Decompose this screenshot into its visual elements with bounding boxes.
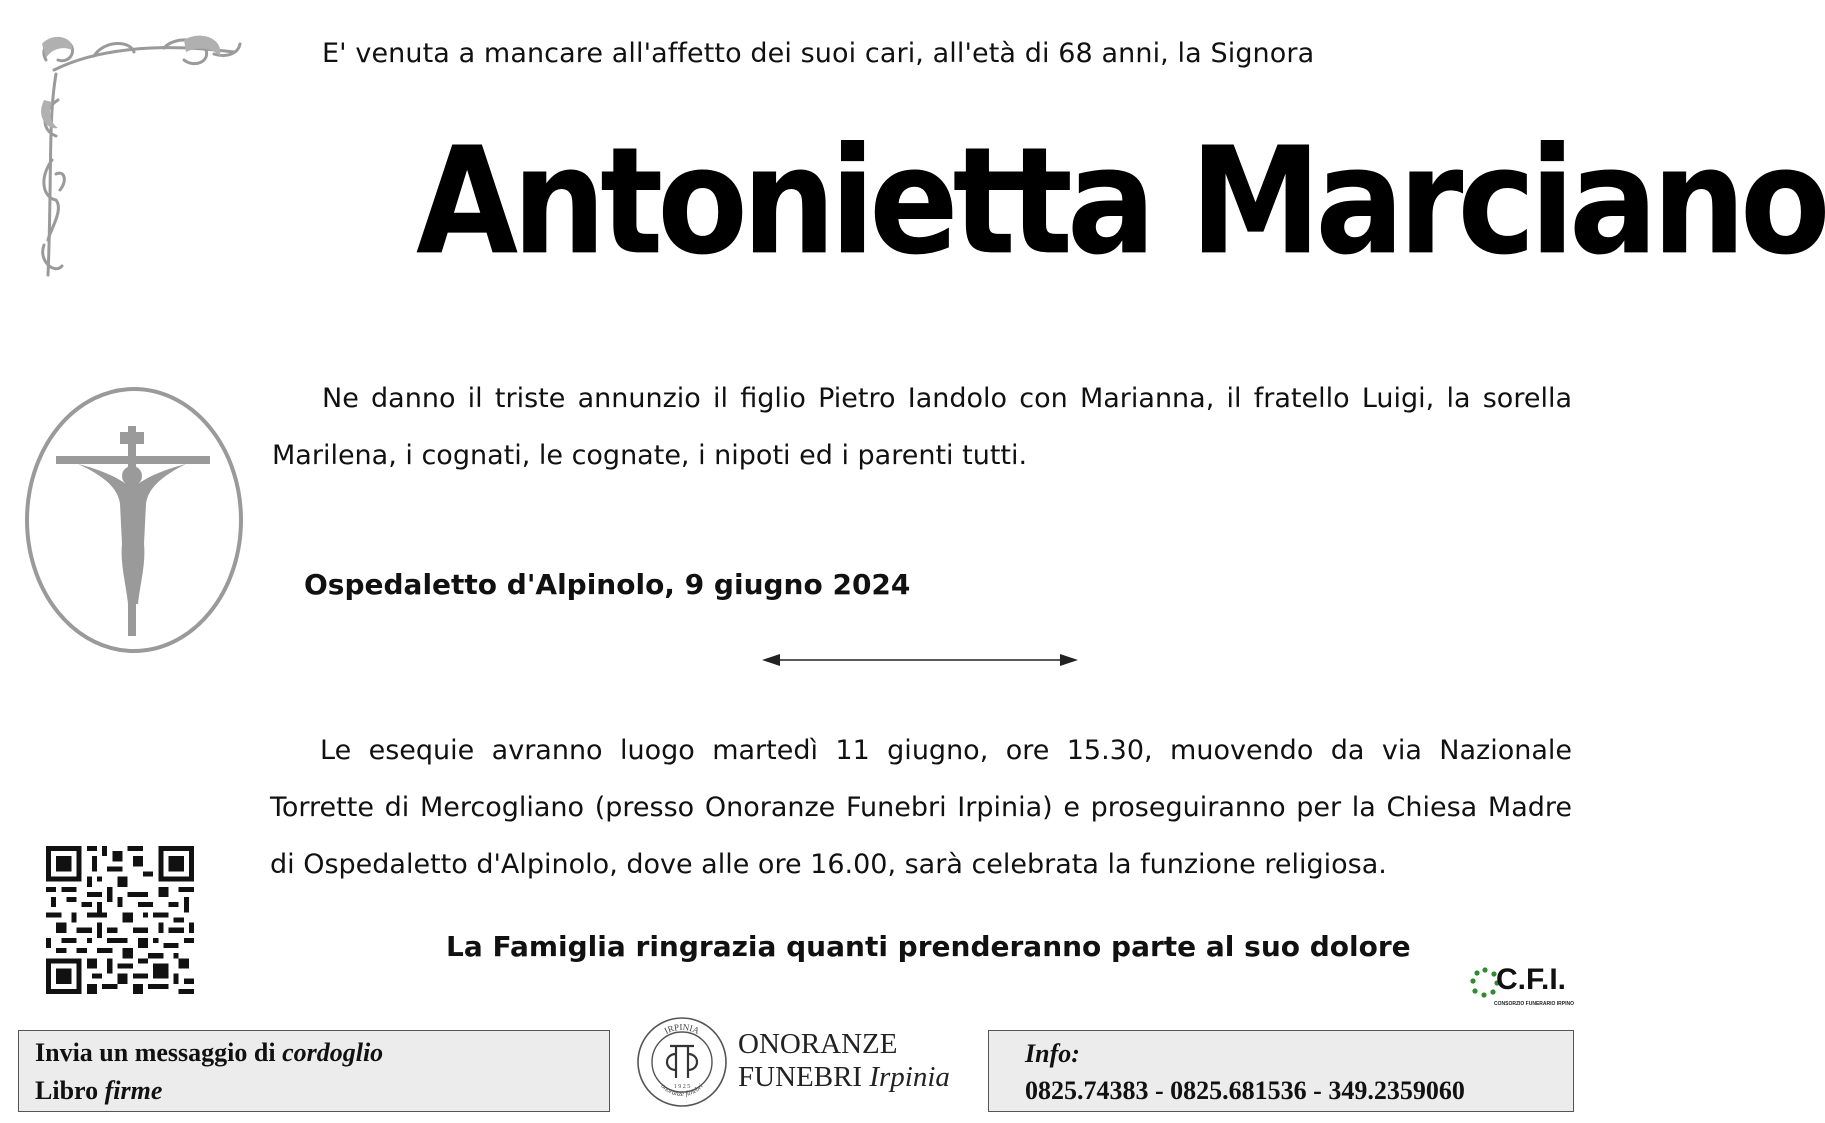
cfi-text: C.F.I.	[1496, 963, 1567, 996]
info-phones[interactable]: 0825.74383 - 0825.681536 - 349.2359060	[1025, 1076, 1465, 1105]
corner-ornament-icon	[34, 30, 244, 285]
double-arrow-icon	[762, 650, 1078, 670]
funeral-paragraph: Le esequie avranno luogo martedì 11 giugno, ore 15.30, muovendo da via Nazionale Torrette di Mercogliano (presso Onoranze Funebri Irpinia) e proseguiranno per la Chiesa Madre di Ospedaletto d'Alpinolo, dove alle ore 16.00, sarà celebrata la funzione religiosa.	[270, 735, 1572, 880]
logo-year: 1 9 2 5	[673, 1084, 691, 1090]
funeral-home-line2-prefix: FUNEBRI	[738, 1061, 870, 1093]
funeral-home-name	[738, 1028, 950, 1094]
svg-text:IRPINIA	[663, 1022, 702, 1036]
send-condolence-link[interactable]	[35, 1034, 593, 1072]
place-date: Ospedaletto d'Alpinolo, 9 giugno 2024	[304, 568, 911, 601]
family-thanks: La Famiglia ringrazia quanti prenderanno parte al suo dolore	[446, 930, 1411, 963]
announcement-paragraph: Ne danno il triste annunzio il figlio Pietro Iandolo con Marianna, il fratello Luigi, la sorella Marilena, i cognati, le cognate, i nipoti ed i parenti tutti.	[272, 383, 1572, 471]
cfi-subtext: CONSORZIO FUNERARIO IRPINO	[1494, 1001, 1575, 1007]
cfi-logo	[1470, 965, 1578, 1015]
funeral-home-emblem-icon	[632, 1012, 732, 1112]
guestbook-prefix: Libro	[35, 1076, 105, 1105]
condolence-box[interactable]	[18, 1030, 610, 1112]
condolence-italic: cordoglio	[282, 1038, 384, 1067]
deceased-name: Antonietta Marciano	[416, 115, 1825, 289]
info-box	[988, 1030, 1574, 1112]
funeral-home-line2-italic: Irpinia	[869, 1061, 950, 1093]
guestbook-link[interactable]	[35, 1072, 593, 1110]
logo-top-text: IRPINIA	[662, 1021, 702, 1036]
intro-text: E' venuta a mancare all'affetto dei suoi cari, all'età di 68 anni, la Signora	[322, 38, 1315, 69]
logo-bottom-text: onoranze funebri	[659, 1082, 705, 1099]
qr-code-icon[interactable]	[46, 846, 194, 994]
funeral-home-line1: ONORANZE	[738, 1028, 898, 1060]
guestbook-italic: firme	[104, 1076, 163, 1105]
funeral-home-logo	[632, 1012, 752, 1122]
info-label: Info:	[1025, 1039, 1080, 1068]
crucifix-icon	[22, 384, 246, 656]
condolence-prefix: Invia un messaggio di	[35, 1038, 283, 1067]
